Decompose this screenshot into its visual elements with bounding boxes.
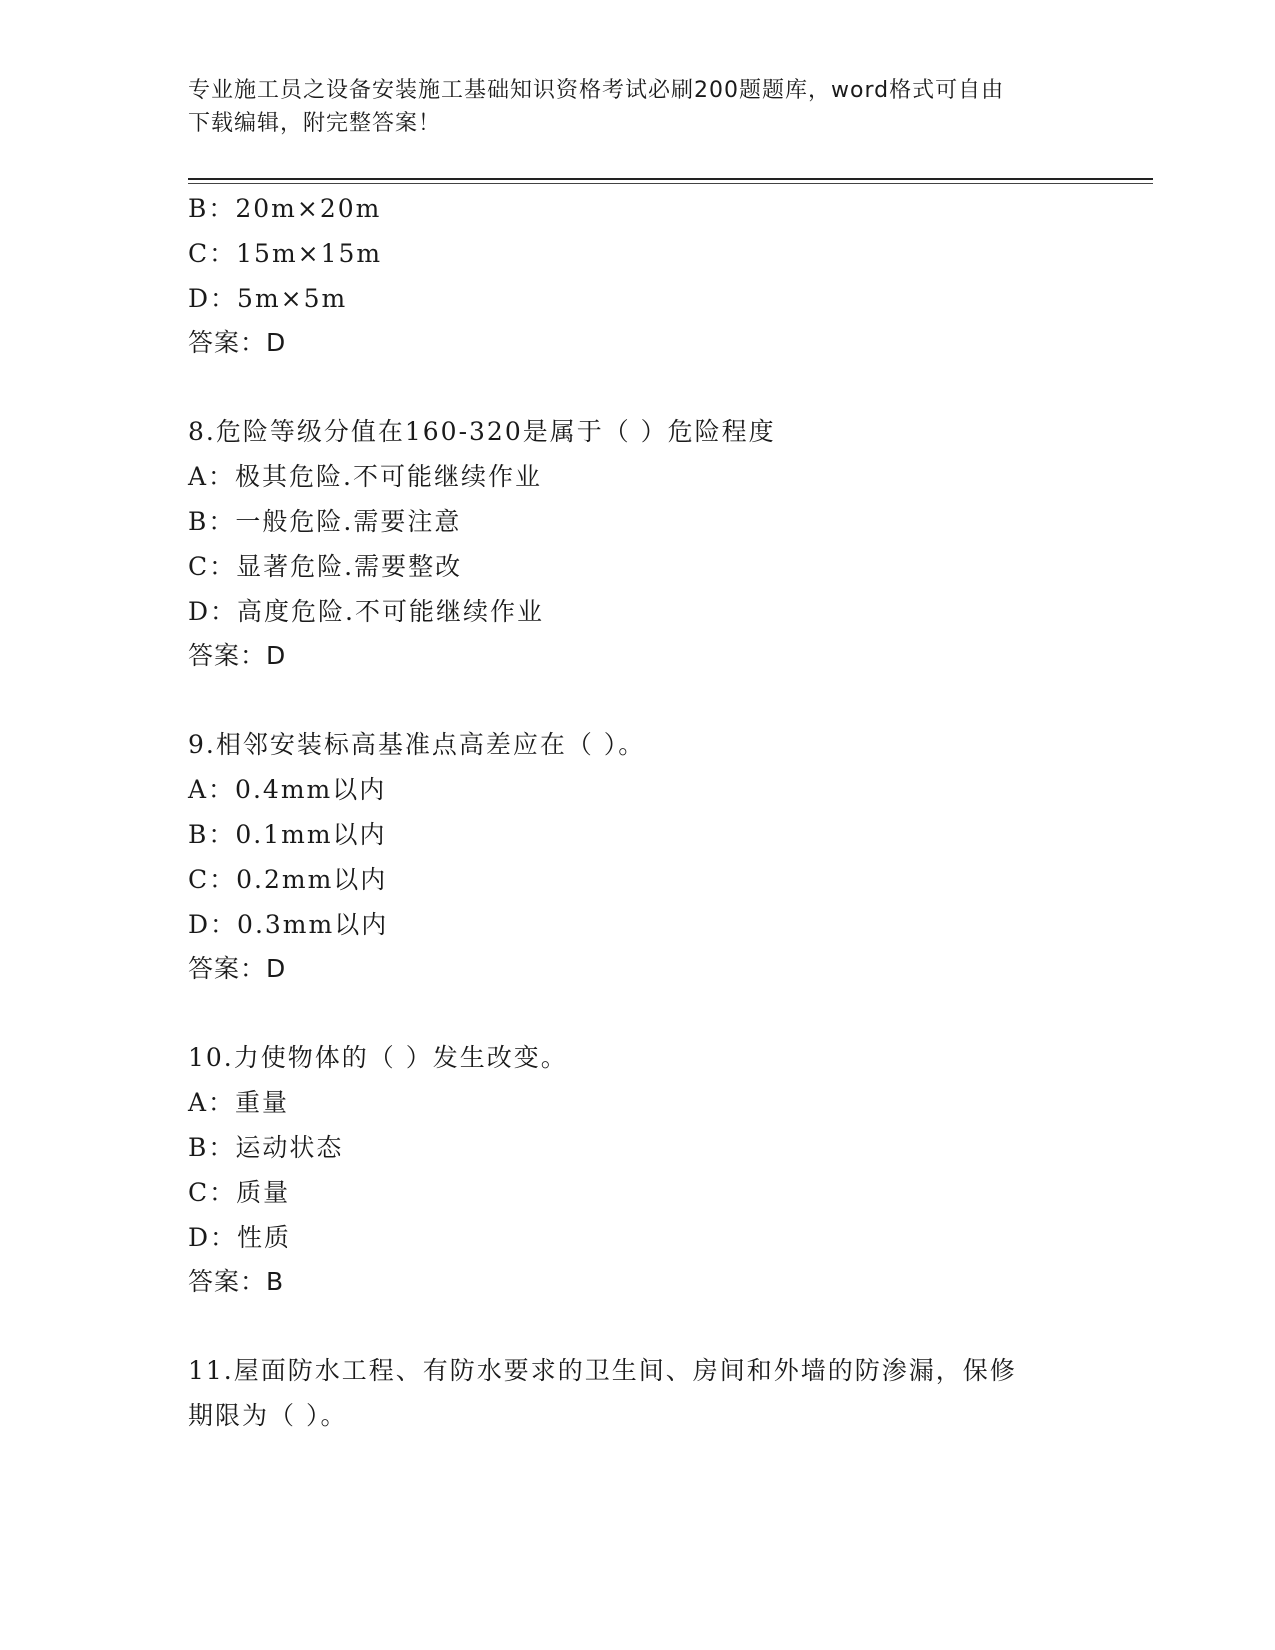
header-rule-thick: [188, 178, 1153, 180]
q9-option-a: A：0.4mm以内: [188, 775, 387, 804]
header-rule-thin: [188, 183, 1153, 184]
q8-option-b: B：一般危险.需要注意: [188, 507, 462, 536]
q7-option-c: C：15m×15m: [188, 239, 383, 268]
q10-option-b: B：运动状态: [188, 1133, 344, 1162]
q8-option-c: C：显著危险.需要整改: [188, 552, 463, 581]
document-header: [188, 74, 1088, 140]
q9-question: 9.相邻安装标高基准点高差应在（ ）。: [188, 730, 646, 759]
header-line-1: 专业施工员之设备安装施工基础知识资格考试必刷200题题库，word格式可自由: [188, 78, 1005, 103]
q10-option-d: D：性质: [188, 1223, 292, 1252]
q9-option-c: C：0.2mm以内: [188, 865, 388, 894]
q11-question-line-2: 期限为（ ）。: [188, 1401, 348, 1430]
q8-question: 8.危险等级分值在160-320是属于（ ）危险程度: [188, 417, 776, 446]
q11-question-line-1: 11.屋面防水工程、有防水要求的卫生间、房间和外墙的防渗漏，保修: [188, 1356, 1017, 1385]
q9-option-b: B：0.1mm以内: [188, 820, 387, 849]
q10-option-a: A：重量: [188, 1088, 290, 1117]
q10-answer: 答案：B: [188, 1267, 285, 1296]
q7-option-b: B：20m×20m: [188, 194, 382, 223]
q8-option-d: D：高度危险.不可能继续作业: [188, 597, 544, 626]
q7-answer: 答案：D: [188, 328, 287, 357]
q8-answer: 答案：D: [188, 641, 287, 670]
q7-option-d: D：5m×5m: [188, 284, 348, 313]
q9-option-d: D：0.3mm以内: [188, 910, 389, 939]
q10-question: 10.力使物体的（ ）发生改变。: [188, 1043, 568, 1072]
q10-option-c: C：质量: [188, 1178, 291, 1207]
header-line-2: 下载编辑，附完整答案！: [188, 111, 442, 136]
q8-option-a: A：极其危险.不可能继续作业: [188, 462, 543, 491]
q9-answer: 答案：D: [188, 954, 287, 983]
